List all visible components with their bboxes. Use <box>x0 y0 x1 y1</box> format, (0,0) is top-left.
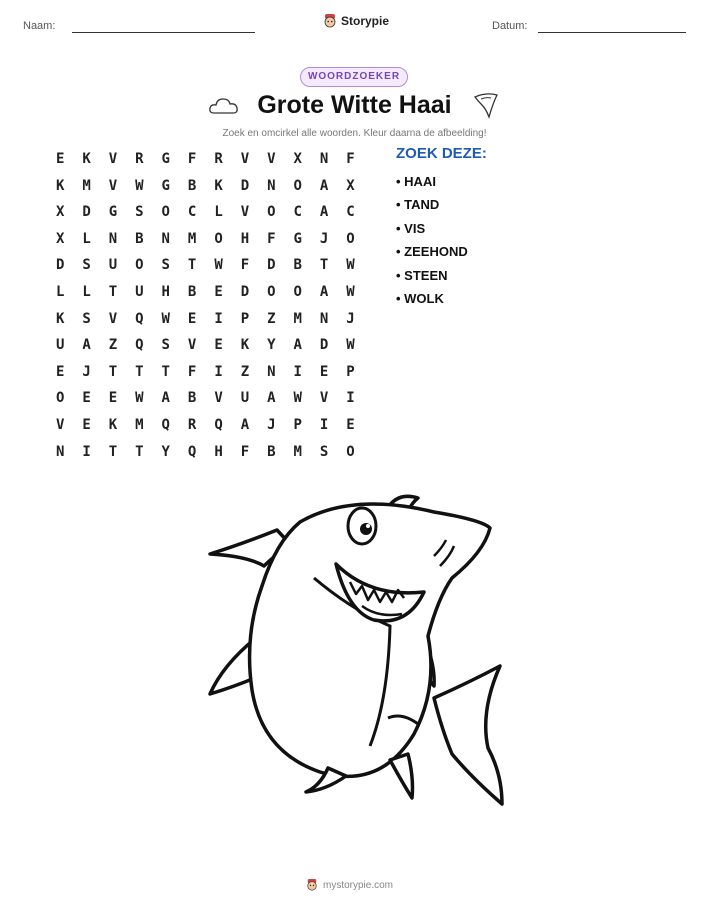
grid-cell[interactable]: J <box>82 363 91 380</box>
grid-cell[interactable]: G <box>161 177 170 194</box>
grid-cell[interactable]: S <box>161 257 170 274</box>
date-label: Datum: <box>492 20 528 32</box>
grid-cell[interactable]: K <box>55 177 65 194</box>
word-list <box>396 170 468 310</box>
grid-cell[interactable]: J <box>267 416 276 433</box>
grid-row <box>47 146 364 173</box>
grid-cell[interactable]: R <box>135 151 144 167</box>
word-list-item: • HAAI <box>396 174 436 189</box>
grid-cell[interactable]: K <box>214 177 223 194</box>
grid-cell[interactable]: I <box>319 416 329 433</box>
storypie-mascot-icon <box>306 878 318 892</box>
footer <box>306 878 393 892</box>
grid-cell[interactable]: T <box>108 363 118 380</box>
grid-cell[interactable]: C <box>187 204 197 221</box>
storypie-mascot-icon <box>323 13 337 29</box>
grid-cell[interactable]: W <box>346 283 355 300</box>
grid-row <box>47 439 364 466</box>
grid-row <box>47 173 364 200</box>
grid-cell[interactable]: G <box>293 230 302 247</box>
grid-cell[interactable]: U <box>135 283 144 300</box>
grid-cell[interactable]: F <box>187 363 197 380</box>
grid-cell[interactable]: Z <box>240 363 250 380</box>
grid-cell[interactable]: U <box>108 257 118 274</box>
shark-illustration[interactable] <box>202 486 507 806</box>
grid-cell[interactable]: Q <box>135 337 144 354</box>
grid-row <box>47 359 364 386</box>
grid-cell[interactable]: L <box>214 204 223 221</box>
grid-cell[interactable]: V <box>319 390 329 407</box>
grid-row <box>47 306 364 333</box>
grid-cell[interactable]: N <box>319 151 329 167</box>
grid-cell[interactable]: A <box>240 416 250 433</box>
grid-cell[interactable]: O <box>346 443 355 460</box>
grid-cell[interactable]: D <box>319 337 329 354</box>
grid-cell[interactable]: I <box>346 390 355 407</box>
grid-cell[interactable]: C <box>346 204 355 221</box>
grid-cell[interactable]: H <box>214 443 223 460</box>
grid-cell[interactable]: N <box>161 230 170 247</box>
grid-cell[interactable]: V <box>187 337 197 354</box>
grid-cell[interactable]: F <box>267 230 276 247</box>
grid-row <box>47 252 364 279</box>
grid-cell[interactable]: U <box>240 390 250 407</box>
grid-cell[interactable]: V <box>267 151 276 167</box>
grid-cell[interactable]: V <box>108 151 118 167</box>
grid-cell[interactable]: K <box>240 337 250 354</box>
footer-url[interactable]: mystorypie.com <box>323 879 394 891</box>
word-list-item: • VIS <box>396 220 426 236</box>
grid-cell[interactable]: O <box>293 283 302 300</box>
grid-cell[interactable]: O <box>293 177 302 194</box>
grid-cell[interactable]: G <box>108 204 118 221</box>
grid-cell[interactable]: G <box>161 151 170 167</box>
grid-cell[interactable]: S <box>82 257 91 274</box>
grid-cell[interactable]: T <box>319 257 329 274</box>
grid-cell[interactable]: N <box>55 443 65 460</box>
grid-cell[interactable]: D <box>240 177 250 194</box>
grid-cell[interactable]: S <box>82 310 91 327</box>
word-search-grid[interactable] <box>47 146 364 465</box>
grid-cell[interactable]: D <box>82 204 91 221</box>
grid-row <box>47 226 364 253</box>
name-label: Naam: <box>23 20 56 32</box>
grid-cell[interactable]: S <box>161 337 170 354</box>
grid-cell[interactable]: R <box>187 416 197 433</box>
grid-cell[interactable]: E <box>346 416 355 433</box>
grid-cell[interactable]: M <box>135 416 144 433</box>
grid-row <box>47 279 364 306</box>
grid-cell[interactable]: P <box>240 310 250 327</box>
grid-cell[interactable]: K <box>82 151 91 167</box>
grid-cell[interactable]: T <box>161 363 170 380</box>
grid-cell[interactable]: P <box>293 416 302 433</box>
grid-cell[interactable]: I <box>214 363 223 380</box>
grid-cell[interactable]: T <box>187 257 197 274</box>
grid-cell[interactable]: T <box>108 443 118 460</box>
grid-cell[interactable]: M <box>187 230 197 247</box>
grid-cell[interactable]: U <box>55 337 65 354</box>
grid-cell[interactable]: X <box>55 230 65 247</box>
grid-cell[interactable]: Y <box>267 337 276 354</box>
brand-logo <box>323 13 389 29</box>
name-line[interactable] <box>72 32 255 33</box>
grid-cell[interactable]: E <box>214 283 223 300</box>
grid-cell[interactable]: L <box>82 283 91 300</box>
grid-cell[interactable]: B <box>187 390 197 407</box>
grid-cell[interactable]: B <box>267 443 276 460</box>
word-list-item: • ZEEHOND <box>396 244 468 260</box>
grid-cell[interactable]: J <box>319 230 329 247</box>
grid-cell[interactable]: T <box>135 443 144 460</box>
grid-cell[interactable]: E <box>187 310 197 327</box>
grid-cell[interactable]: O <box>135 257 144 274</box>
brand-name: Storypie <box>341 14 390 28</box>
grid-cell[interactable]: V <box>55 416 65 433</box>
grid-cell[interactable]: W <box>346 257 355 274</box>
grid-cell[interactable]: B <box>187 177 197 194</box>
grid-cell[interactable]: V <box>108 177 118 194</box>
grid-cell[interactable]: D <box>55 257 65 274</box>
grid-cell[interactable]: X <box>346 177 355 194</box>
grid-cell[interactable]: E <box>82 416 91 433</box>
grid-cell[interactable]: L <box>82 230 91 247</box>
grid-cell[interactable]: Z <box>108 337 118 354</box>
grid-row <box>47 199 364 226</box>
grid-cell[interactable]: L <box>55 283 65 300</box>
grid-cell[interactable]: B <box>293 257 302 274</box>
grid-cell[interactable]: O <box>267 204 276 221</box>
grid-cell[interactable]: M <box>293 443 302 460</box>
grid-cell[interactable]: C <box>293 204 302 221</box>
grid-cell[interactable]: E <box>55 363 65 380</box>
grid-cell[interactable]: A <box>319 204 329 221</box>
grid-cell[interactable]: M <box>82 177 91 194</box>
grid-cell[interactable]: Q <box>187 443 197 460</box>
word-list-item: • STEEN <box>396 267 448 283</box>
grid-cell[interactable]: Q <box>214 416 223 433</box>
grid-cell[interactable]: W <box>214 257 223 274</box>
grid-cell[interactable]: Q <box>135 310 144 327</box>
grid-cell[interactable]: V <box>108 310 118 327</box>
grid-cell[interactable]: K <box>55 310 65 327</box>
grid-cell[interactable]: A <box>293 337 302 354</box>
grid-cell[interactable]: E <box>108 390 118 407</box>
grid-cell[interactable]: R <box>214 151 223 167</box>
grid-cell[interactable]: A <box>161 390 170 407</box>
grid-cell[interactable]: O <box>55 390 65 407</box>
grid-cell[interactable]: W <box>161 310 170 327</box>
grid-cell[interactable]: W <box>135 390 144 407</box>
grid-cell[interactable]: A <box>267 390 276 407</box>
grid-cell[interactable]: X <box>55 204 65 221</box>
grid-row <box>47 332 364 359</box>
grid-row <box>47 385 364 412</box>
grid-cell[interactable]: A <box>82 337 91 354</box>
grid-cell[interactable]: I <box>293 363 302 380</box>
grid-cell[interactable]: O <box>161 204 170 221</box>
grid-cell[interactable]: B <box>187 283 197 300</box>
grid-cell[interactable]: N <box>319 310 329 327</box>
grid-cell[interactable]: H <box>240 230 250 247</box>
grid-cell[interactable]: W <box>135 177 144 194</box>
grid-cell[interactable]: A <box>319 283 329 300</box>
grid-cell[interactable]: W <box>293 390 302 407</box>
grid-cell[interactable]: N <box>108 230 118 247</box>
grid-cell[interactable]: I <box>214 310 223 327</box>
grid-cell[interactable]: H <box>161 283 170 300</box>
grid-cell[interactable]: E <box>214 337 223 354</box>
word-list-item: • TAND <box>396 197 440 213</box>
grid-cell[interactable]: N <box>267 363 276 380</box>
date-line[interactable] <box>538 32 686 33</box>
grid-cell[interactable]: T <box>135 363 144 380</box>
instructions: Zoek en omcirkel alle woorden. Kleur daarna de afbeelding! <box>222 128 487 139</box>
grid-cell[interactable]: E <box>55 151 65 167</box>
grid-cell[interactable]: J <box>346 310 355 327</box>
grid-cell[interactable]: X <box>293 151 302 167</box>
page-title: Grote Witte Haai <box>257 91 452 119</box>
word-list-title: ZOEK DEZE: <box>396 145 487 162</box>
grid-cell[interactable]: M <box>293 310 302 327</box>
grid-cell[interactable]: O <box>267 283 276 300</box>
grid-cell[interactable]: O <box>346 230 355 247</box>
grid-cell[interactable]: F <box>240 257 250 274</box>
grid-cell[interactable]: T <box>108 283 118 300</box>
grid-cell[interactable]: V <box>240 151 250 167</box>
grid-row <box>47 412 364 439</box>
grid-cell[interactable]: D <box>267 257 276 274</box>
grid-cell[interactable]: Z <box>267 310 276 327</box>
grid-cell[interactable]: O <box>214 230 223 247</box>
grid-cell[interactable]: F <box>346 151 355 167</box>
grid-cell[interactable]: E <box>82 390 91 407</box>
grid-cell[interactable]: S <box>319 443 329 460</box>
grid-cell[interactable]: K <box>108 416 118 433</box>
grid-cell[interactable]: F <box>240 443 250 460</box>
grid-cell[interactable]: D <box>240 283 250 300</box>
grid-cell[interactable]: N <box>267 177 276 194</box>
grid-cell[interactable]: W <box>346 337 355 354</box>
grid-cell[interactable]: V <box>214 390 223 407</box>
grid-cell[interactable]: B <box>135 230 144 247</box>
grid-cell[interactable]: S <box>135 204 144 221</box>
grid-cell[interactable]: E <box>319 363 329 380</box>
grid-cell[interactable]: Y <box>161 443 170 460</box>
grid-cell[interactable]: P <box>346 363 355 380</box>
grid-cell[interactable]: I <box>82 443 91 460</box>
category-badge: WOORDZOEKER <box>300 67 408 87</box>
shark-tooth-icon <box>473 91 499 119</box>
grid-cell[interactable]: V <box>240 204 250 221</box>
word-list-item: • WOLK <box>396 290 444 306</box>
grid-cell[interactable]: F <box>187 151 197 167</box>
grid-cell[interactable]: Q <box>161 416 170 433</box>
grid-cell[interactable]: A <box>319 177 329 194</box>
